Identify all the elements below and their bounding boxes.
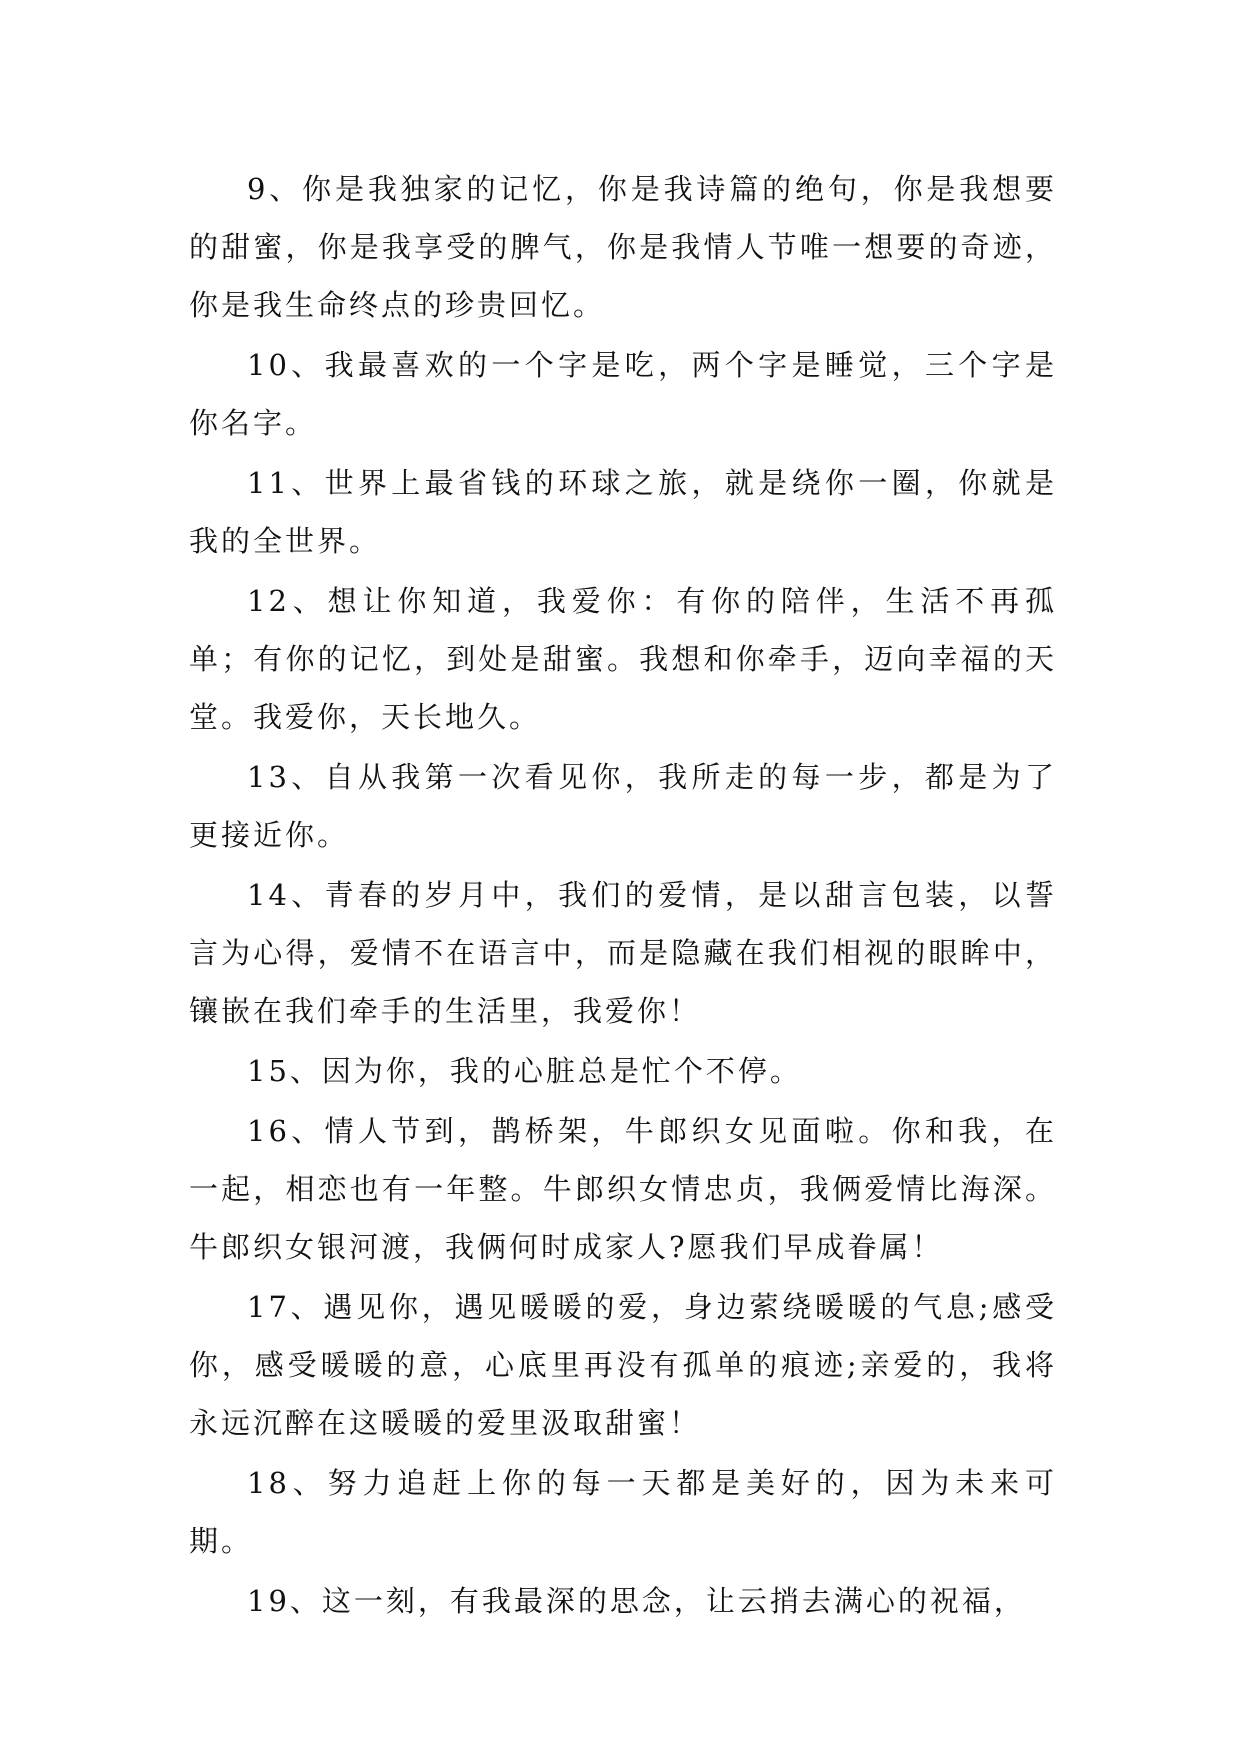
paragraph-10: 10、我最喜欢的一个字是吃，两个字是睡觉，三个字是你名字。: [189, 348, 1057, 440]
paragraph-16: 16、情人节到，鹊桥架，牛郎织女见面啦。你和我，在一起，相恋也有一年整。牛郎织女情忠贞，我俩爱情比海深。牛郎织女银河渡，我俩何时成家人?愿我们早成眷属！: [189, 1114, 1057, 1264]
paragraph-11: 11、世界上最省钱的环球之旅，就是绕你一圈，你就是我的全世界。: [189, 466, 1057, 558]
paragraph-19: 19、这一刻，有我最深的思念，让云捎去满心的祝福，: [247, 1584, 1026, 1618]
paragraph-15: 15、因为你，我的心脏总是忙个不停。: [247, 1054, 802, 1088]
paragraph-17: 17、遇见你，遇见暖暖的爱，身边萦绕暖暖的气息;感受你，感受暖暖的意，心底里再没有孤单的痕迹;亲爱的，我将永远沉醉在这暖暖的爱里汲取甜蜜！: [189, 1290, 1057, 1440]
paragraph-12: 12、想让你知道，我爱你：有你的陪伴，生活不再孤单；有你的记忆，到处是甜蜜。我想和你牵手，迈向幸福的天堂。我爱你，天长地久。: [189, 584, 1057, 734]
paragraph-13: 13、自从我第一次看见你，我所走的每一步，都是为了更接近你。: [189, 760, 1057, 852]
paragraph-18: 18、努力追赶上你的每一天都是美好的，因为未来可期。: [189, 1466, 1057, 1558]
document-body: [189, 160, 1057, 1632]
paragraph-14: 14、青春的岁月中，我们的爱情，是以甜言包装，以誓言为心得，爱情不在语言中，而是隐藏在我们相视的眼眸中，镶嵌在我们牵手的生活里，我爱你！: [189, 878, 1057, 1028]
paragraph-9: 9、你是我独家的记忆，你是我诗篇的绝句，你是我想要的甜蜜，你是我享受的脾气，你是我情人节唯一想要的奇迹，你是我生命终点的珍贵回忆。: [189, 172, 1057, 322]
